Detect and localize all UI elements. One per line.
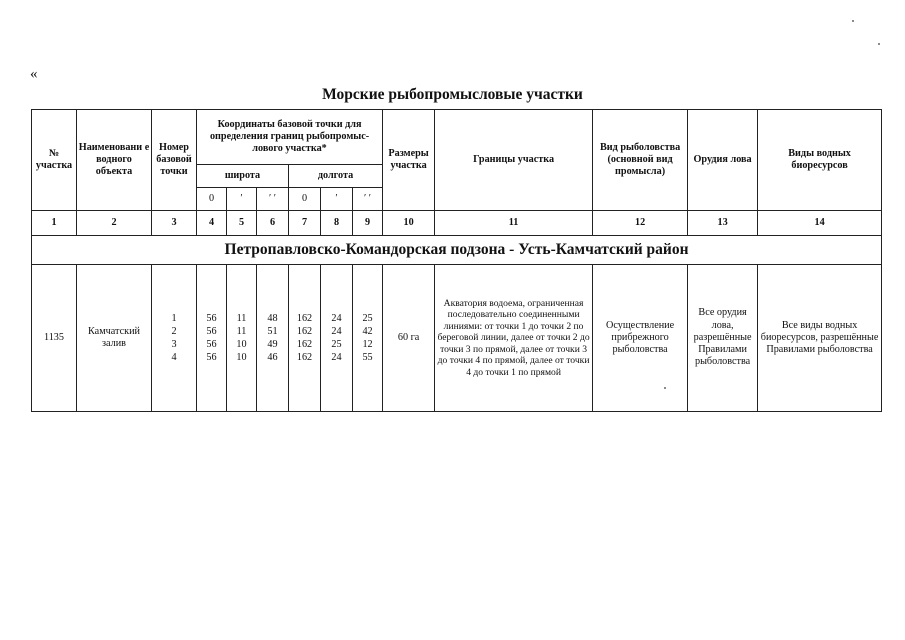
col-number: 9 [353,211,383,236]
lat-seconds [257,265,289,412]
col-number: 6 [257,211,289,236]
base-point: 2 [171,325,177,337]
coord-value: 56 [206,312,217,324]
coord-value: 51 [267,325,278,337]
header-size: Размеры участка [383,110,435,211]
page-title: Морские рыбопромысловые участки [322,86,583,103]
opening-quote: « [30,66,38,82]
header-name: Наименовани е водного объекта [77,110,152,211]
coord-value: 56 [206,352,217,364]
col-number: 12 [593,211,688,236]
area-bounds: Акватория водоема, ограниченная последовательно соединенными линиями: от точки 1 до точки 2 по береговой линии, далее от точки 2 до точки 3 по прямой, далее от точки 3 до точки 4 по прямой, далее от точки 4 до точки 1 по прямой [435,265,593,412]
header-point: Номер базовой точки [152,110,197,211]
fishing-gear: Все орудия лова, разрешённые Правилами рыболовства [688,265,758,412]
coord-value: 162 [296,352,313,364]
coord-value: 10 [236,352,247,364]
coord-value: 55 [362,352,373,364]
area-size: 60 га [383,265,435,412]
zone-title: Петропавловско-Командорская подзона - Усть-Камчатский район [32,236,882,265]
header-num: № участка [32,110,77,211]
col-number: 3 [152,211,197,236]
header-lon-min: ′ [321,188,353,211]
coord-value: 56 [206,339,217,350]
coord-value: 42 [362,325,373,337]
header-lat-deg: 0 [197,188,227,211]
base-point: 4 [171,352,177,364]
coord-value: 24 [331,312,342,324]
species: Все виды водных биоресурсов, разрешённые Правилами рыболовства [758,265,882,412]
coord-value: 162 [296,339,313,350]
base-point: 3 [171,339,177,350]
coord-value: 24 [331,325,342,337]
header-lat: широта [197,165,289,188]
header-lon-sec: ′ ′ [353,188,383,211]
coord-value: 56 [206,325,217,337]
coord-value: 12 [362,339,373,350]
table-row [32,265,882,412]
fishing-type: Осуществление прибрежного рыболовства [593,265,688,412]
col-number: 2 [77,211,152,236]
col-number: 11 [435,211,593,236]
base-points [152,265,197,412]
col-number: 7 [289,211,321,236]
coord-value: 49 [267,339,278,350]
lon-seconds [353,265,383,412]
coord-value: 162 [296,312,313,324]
col-number: 8 [321,211,353,236]
coord-value: 24 [331,352,342,364]
lon-degrees [289,265,321,412]
col-number: 1 [32,211,77,236]
area-number: 1135 [32,265,77,412]
header-species: Виды водных биоресурсов [758,110,882,211]
header-gear: Орудия лова [688,110,758,211]
fishing-areas-table [31,109,882,412]
header-bounds: Границы участка [435,110,593,211]
coord-value: 46 [267,352,278,364]
water-body-name: Камчатский залив [77,265,152,412]
header-lat-sec: ′ ′ [257,188,289,211]
header-lon: долгота [289,165,383,188]
base-point: 1 [171,312,177,324]
coord-value: 11 [236,312,247,324]
col-number: 13 [688,211,758,236]
scan-speck [878,43,880,45]
coord-value: 48 [267,312,278,324]
col-number: 5 [227,211,257,236]
lat-minutes [227,265,257,412]
header-lat-min: ′ [227,188,257,211]
coord-value: 25 [331,339,342,350]
scan-speck [852,20,854,22]
col-number: 4 [197,211,227,236]
coord-value: 11 [236,325,247,337]
coord-value: 10 [236,339,247,350]
header-coords: Координаты базовой точки для определения границ рыбопромыс-лового участка* [197,110,383,165]
header-fishing-type: Вид рыболовства (основной вид промысла) [593,110,688,211]
lat-degrees [197,265,227,412]
lon-minutes [321,265,353,412]
col-number: 14 [758,211,882,236]
col-number: 10 [383,211,435,236]
header-lon-deg: 0 [289,188,321,211]
coord-value: 25 [362,312,373,324]
coord-value: 162 [296,325,313,337]
